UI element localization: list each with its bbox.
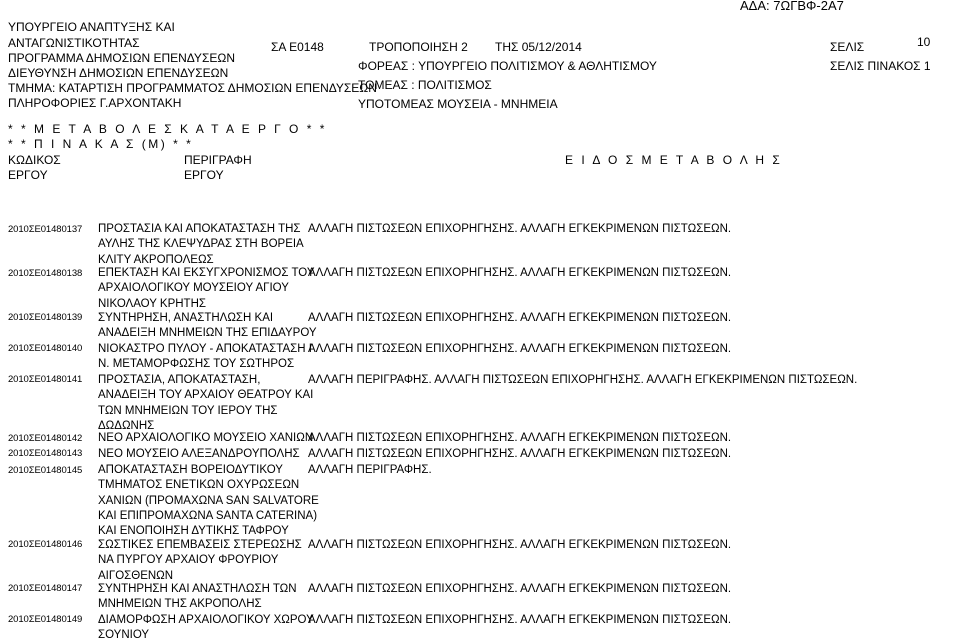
- row-description: ΝΕΟ ΑΡΧΑΙΟΛΟΓΙΚΟ ΜΟΥΣΕΙΟ ΧΑΝΙΩΝ: [98, 432, 314, 444]
- row-change: ΑΛΛΑΓΗ ΠΕΡΙΓΡΑΦΗΣ.: [308, 464, 432, 476]
- row-change: ΑΛΛΑΓΗ ΠΙΣΤΩΣΕΩΝ ΕΠΙΧΟΡΗΓΗΣΗΣ. ΑΛΛΑΓΗ ΕΓΚΕΚΡΙΜΕΝΩΝ ΠΙΣΤΩΣΕΩΝ.: [308, 432, 732, 444]
- row-code: 2010ΣΕ01480149: [8, 614, 83, 625]
- ministry-line-2: ΑΝΤΑΓΩΝΙΣΤΙΚΟΤΗΤΑΣ: [8, 36, 140, 50]
- row-description: ΠΡΟΣΤΑΣΙΑ ΚΑΙ ΑΠΟΚΑΤΑΣΤΑΣΗ ΤΗΣ ΑΥΛΗΣ ΤΗΣ ΚΛΕΨΥΔΡΑΣ ΣΤΗ ΒΟΡΕΙΑ ΚΛΙΤΥ ΑΚΡΟΠΟΛΕΩΣ: [98, 223, 304, 266]
- ministry-line-4: ΔΙΕΥΘΥΝΣΗ ΔΗΜΟΣΙΩΝ ΕΠΕΝΔΥΣΕΩΝ: [8, 66, 229, 80]
- row-change: ΑΛΛΑΓΗ ΠΙΣΤΩΣΕΩΝ ΕΠΙΧΟΡΗΓΗΣΗΣ. ΑΛΛΑΓΗ ΕΓΚΕΚΡΙΜΕΝΩΝ ΠΙΣΤΩΣΕΩΝ.: [308, 223, 732, 235]
- col-desc-header-2: ΕΡΓΟΥ: [184, 168, 224, 182]
- row-change: ΑΛΛΑΓΗ ΠΕΡΙΓΡΑΦΗΣ. ΑΛΛΑΓΗ ΠΙΣΤΩΣΕΩΝ ΕΠΙΧΟΡΗΓΗΣΗΣ. ΑΛΛΑΓΗ ΕΓΚΕΚΡΙΜΕΝΩΝ ΠΙΣΤΩΣΕΩΝ.: [308, 374, 858, 386]
- row-description: ΔΙΑΜΟΡΦΩΣΗ ΑΡΧΑΙΟΛΟΓΙΚΟΥ ΧΩΡΟΥ ΣΟΥΝΙΟΥ: [98, 614, 314, 642]
- sa-code: ΣΑ Ε0148: [271, 40, 324, 54]
- ypotomeas: ΥΠΟΤΟΜΕΑΣ ΜΟΥΣΕΙΑ - ΜΝΗΜΕΙΑ: [358, 97, 558, 111]
- row-description: ΣΥΝΤΗΡΗΣΗ, ΑΝΑΣΤΗΛΩΣΗ ΚΑΙ ΑΝΑΔΕΙΞΗ ΜΝΗΜΕΙΩΝ ΤΗΣ ΕΠΙΔΑΥΡΟΥ: [98, 312, 317, 340]
- row-code: 2010ΣΕ01480139: [8, 312, 83, 323]
- row-change: ΑΛΛΑΓΗ ΠΙΣΤΩΣΕΩΝ ΕΠΙΧΟΡΗΓΗΣΗΣ. ΑΛΛΑΓΗ ΕΓΚΕΚΡΙΜΕΝΩΝ ΠΙΣΤΩΣΕΩΝ.: [308, 614, 732, 626]
- modification-date: ΤΗΣ 05/12/2014: [495, 40, 582, 54]
- foreas: ΦΟΡΕΑΣ : ΥΠΟΥΡΓΕΙΟ ΠΟΛΙΤΙΣΜΟΥ & ΑΘΛΗΤΙΣΜΟΥ: [358, 59, 657, 73]
- ministry-line-6: ΠΛΗΡΟΦΟΡΙΕΣ Γ.ΑΡΧΟΝΤΑΚΗ: [8, 96, 182, 110]
- ministry-line-5: ΤΜΗΜΑ: ΚΑΤΑΡΤΙΣΗ ΠΡΟΓΡΑΜΜΑΤΟΣ ΔΗΜΟΣΙΩΝ ΕΠΕΝΔΥΣΕΩΝ: [8, 81, 377, 95]
- col-desc-header-1: ΠΕΡΙΓΡΑΦΗ: [184, 153, 252, 167]
- row-change: ΑΛΛΑΓΗ ΠΙΣΤΩΣΕΩΝ ΕΠΙΧΟΡΗΓΗΣΗΣ. ΑΛΛΑΓΗ ΕΓΚΕΚΡΙΜΕΝΩΝ ΠΙΣΤΩΣΕΩΝ.: [308, 448, 732, 460]
- row-code: 2010ΣΕ01480143: [8, 448, 83, 459]
- ada-code: ΑΔΑ: 7ΩΓΒΦ-2Α7: [740, 0, 844, 13]
- col-change-header: Ε Ι Δ Ο Σ Μ Ε Τ Α Β Ο Λ Η Σ: [565, 153, 783, 167]
- col-code-header-2: ΕΡΓΟΥ: [8, 168, 48, 182]
- row-change: ΑΛΛΑΓΗ ΠΙΣΤΩΣΕΩΝ ΕΠΙΧΟΡΗΓΗΣΗΣ. ΑΛΛΑΓΗ ΕΓΚΕΚΡΙΜΕΝΩΝ ΠΙΣΤΩΣΕΩΝ.: [308, 343, 732, 355]
- row-change: ΑΛΛΑΓΗ ΠΙΣΤΩΣΕΩΝ ΕΠΙΧΟΡΗΓΗΣΗΣ. ΑΛΛΑΓΗ ΕΓΚΕΚΡΙΜΕΝΩΝ ΠΙΣΤΩΣΕΩΝ.: [308, 539, 732, 551]
- row-code: 2010ΣΕ01480141: [8, 374, 83, 385]
- row-change: ΑΛΛΑΓΗ ΠΙΣΤΩΣΕΩΝ ΕΠΙΧΟΡΗΓΗΣΗΣ. ΑΛΛΑΓΗ ΕΓΚΕΚΡΙΜΕΝΩΝ ΠΙΣΤΩΣΕΩΝ.: [308, 312, 732, 324]
- page-label: ΣΕΛΙΣ: [830, 40, 865, 54]
- modification-number: ΤΡΟΠΟΠΟΙΗΣΗ 2: [369, 40, 468, 54]
- page-tables-label: ΣΕΛΙΣ ΠΙΝΑΚΟΣ 1: [830, 59, 931, 73]
- row-description: ΝΙΟΚΑΣΤΡΟ ΠΥΛΟΥ - ΑΠΟΚΑΤΑΣΤΑΣΗ Ι Ν. ΜΕΤΑΜΟΡΦΩΣΗΣ ΤΟΥ ΣΩΤΗΡΟΣ: [98, 343, 312, 371]
- row-description: ΣΥΝΤΗΡΗΣΗ ΚΑΙ ΑΝΑΣΤΗΛΩΣΗ ΤΩΝ ΜΝΗΜΕΙΩΝ ΤΗΣ ΑΚΡΟΠΟΛΗΣ: [98, 583, 297, 611]
- row-change: ΑΛΛΑΓΗ ΠΙΣΤΩΣΕΩΝ ΕΠΙΧΟΡΗΓΗΣΗΣ. ΑΛΛΑΓΗ ΕΓΚΕΚΡΙΜΕΝΩΝ ΠΙΣΤΩΣΕΩΝ.: [308, 267, 732, 279]
- row-code: 2010ΣΕ01480140: [8, 343, 83, 354]
- row-description: ΑΠΟΚΑΤΑΣΤΑΣΗ ΒΟΡΕΙΟΔΥΤΙΚΟΥ ΤΜΗΜΑΤΟΣ ΕΝΕΤΙΚΩΝ ΟΧΥΡΩΣΕΩΝ ΧΑΝΙΩΝ (ΠΡΟΜΑΧΩΝΑ SAN SALVATORE ΚΑΙ ΕΠΙΠΡΟΜΑΧΩΝΑ SANTA CATERINA) ΚΑΙ ΕΝΟΠΟΙΗΣΗ ΔΥΤΙΚΗΣ ΤΑΦΡΟΥ: [98, 464, 319, 538]
- row-code: 2010ΣΕ01480138: [8, 268, 83, 279]
- ministry-line-3: ΠΡΟΓΡΑΜΜΑ ΔΗΜΟΣΙΩΝ ΕΠΕΝΔΥΣΕΩΝ: [8, 51, 235, 65]
- row-code: 2010ΣΕ01480146: [8, 539, 83, 550]
- row-code: 2010ΣΕ01480147: [8, 583, 83, 594]
- row-description: ΕΠΕΚΤΑΣΗ ΚΑΙ ΕΚΣΥΓΧΡΟΝΙΣΜΟΣ ΤΟΥ ΑΡΧΑΙΟΛΟΓΙΚΟΥ ΜΟΥΣΕΙΟΥ ΑΓΙΟΥ ΝΙΚΟΛΑΟΥ ΚΡΗΤΗΣ: [98, 267, 315, 310]
- section-title-table: * * Π Ι Ν Α Κ Α Σ (Μ) * *: [8, 137, 194, 151]
- row-code: 2010ΣΕ01480145: [8, 465, 83, 476]
- row-description: ΝΕΟ ΜΟΥΣΕΙΟ ΑΛΕΞΑΝΔΡΟΥΠΟΛΗΣ: [98, 448, 300, 460]
- ministry-line-1: ΥΠΟΥΡΓΕΙΟ ΑΝΑΠΤΥΞΗΣ ΚΑΙ: [8, 20, 175, 34]
- tomeas: ΤΟΜΕΑΣ : ΠΟΛΙΤΙΣΜΟΣ: [358, 78, 492, 92]
- section-title-changes: * * Μ Ε Τ Α Β Ο Λ Ε Σ Κ Α Τ Α Ε Ρ Γ Ο * *: [8, 122, 327, 136]
- page-number: 10: [917, 35, 931, 49]
- row-description: ΣΩΣΤΙΚΕΣ ΕΠΕΜΒΑΣΕΙΣ ΣΤΕΡΕΩΣΗΣ ΝΑ ΠΥΡΓΟΥ ΑΡΧΑΙΟΥ ΦΡΟΥΡΙΟΥ ΑΙΓΟΣΘΕΝΩΝ: [98, 539, 302, 582]
- row-code: 2010ΣΕ01480142: [8, 433, 83, 444]
- col-code-header-1: ΚΩΔΙΚΟΣ: [8, 153, 61, 167]
- row-code: 2010ΣΕ01480137: [8, 224, 83, 235]
- row-change: ΑΛΛΑΓΗ ΠΙΣΤΩΣΕΩΝ ΕΠΙΧΟΡΗΓΗΣΗΣ. ΑΛΛΑΓΗ ΕΓΚΕΚΡΙΜΕΝΩΝ ΠΙΣΤΩΣΕΩΝ.: [308, 583, 732, 595]
- row-description: ΠΡΟΣΤΑΣΙΑ, ΑΠΟΚΑΤΑΣΤΑΣΗ, ΑΝΑΔΕΙΞΗ ΤΟΥ ΑΡΧΑΙΟΥ ΘΕΑΤΡΟΥ ΚΑΙ ΤΩΝ ΜΝΗΜΕΙΩΝ ΤΟΥ ΙΕΡΟΥ ΤΗΣ ΔΩΔΩΝΗΣ: [98, 374, 314, 432]
